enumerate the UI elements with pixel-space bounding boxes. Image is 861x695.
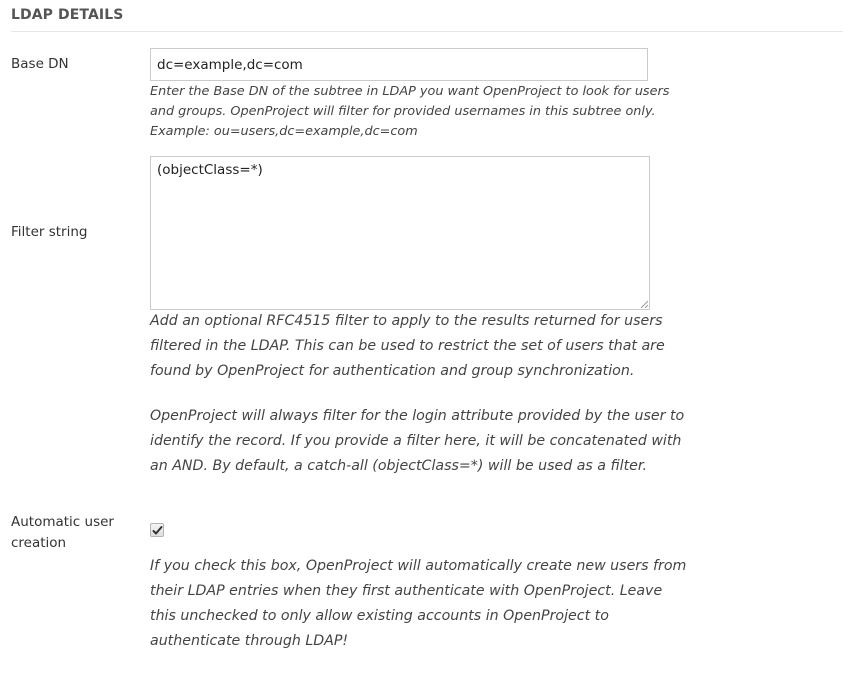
base-dn-label: Base DN	[11, 56, 69, 72]
filter-help-line: Add an optional RFC4515 filter to apply to the results returned for users	[150, 313, 663, 329]
filter-string-help-1	[150, 309, 665, 384]
auto-user-creation-label	[11, 512, 114, 554]
base-dn-help-line: and groups. OpenProject will filter for provided usernames in this subtree only.	[150, 104, 656, 119]
auto-help-line: this unchecked to only allow existing accounts in OpenProject to	[150, 608, 609, 624]
filter-string-help-2	[150, 404, 685, 479]
checkmark-icon	[152, 525, 163, 536]
auto-user-creation-checkbox[interactable]	[150, 523, 164, 537]
base-dn-help	[150, 82, 670, 142]
filter-help-line: found by OpenProject for authentication and group synchronization.	[150, 363, 635, 379]
filter-help-line: identify the record. If you provide a filter here, it will be concatenated with	[150, 433, 682, 449]
base-dn-input[interactable]	[150, 48, 648, 81]
auto-user-creation-label-line: creation	[11, 535, 67, 551]
base-dn-help-line: Example: ou=users,dc=example,dc=com	[150, 124, 418, 139]
filter-string-textarea[interactable]	[150, 156, 650, 310]
section-title: LDAP DETAILS	[11, 7, 124, 23]
filter-help-line: filtered in the LDAP. This can be used to restrict the set of users that are	[150, 338, 665, 354]
resize-grip-icon[interactable]	[640, 300, 648, 308]
base-dn-help-line: Enter the Base DN of the subtree in LDAP you want OpenProject to look for users	[150, 84, 670, 99]
filter-help-line: OpenProject will always filter for the login attribute provided by the user to	[150, 408, 685, 424]
auto-user-creation-help	[150, 554, 687, 654]
filter-help-line: an AND. By default, a catch-all (objectClass=*) will be used as a filter.	[150, 458, 647, 474]
auto-help-line: authenticate through LDAP!	[150, 633, 349, 649]
filter-string-label: Filter string	[11, 224, 88, 240]
auto-help-line: If you check this box, OpenProject will automatically create new users from	[150, 558, 687, 574]
auto-help-line: their LDAP entries when they first authenticate with OpenProject. Leave	[150, 583, 663, 599]
section-divider	[11, 31, 843, 32]
auto-user-creation-label-line: Automatic user	[11, 514, 114, 530]
